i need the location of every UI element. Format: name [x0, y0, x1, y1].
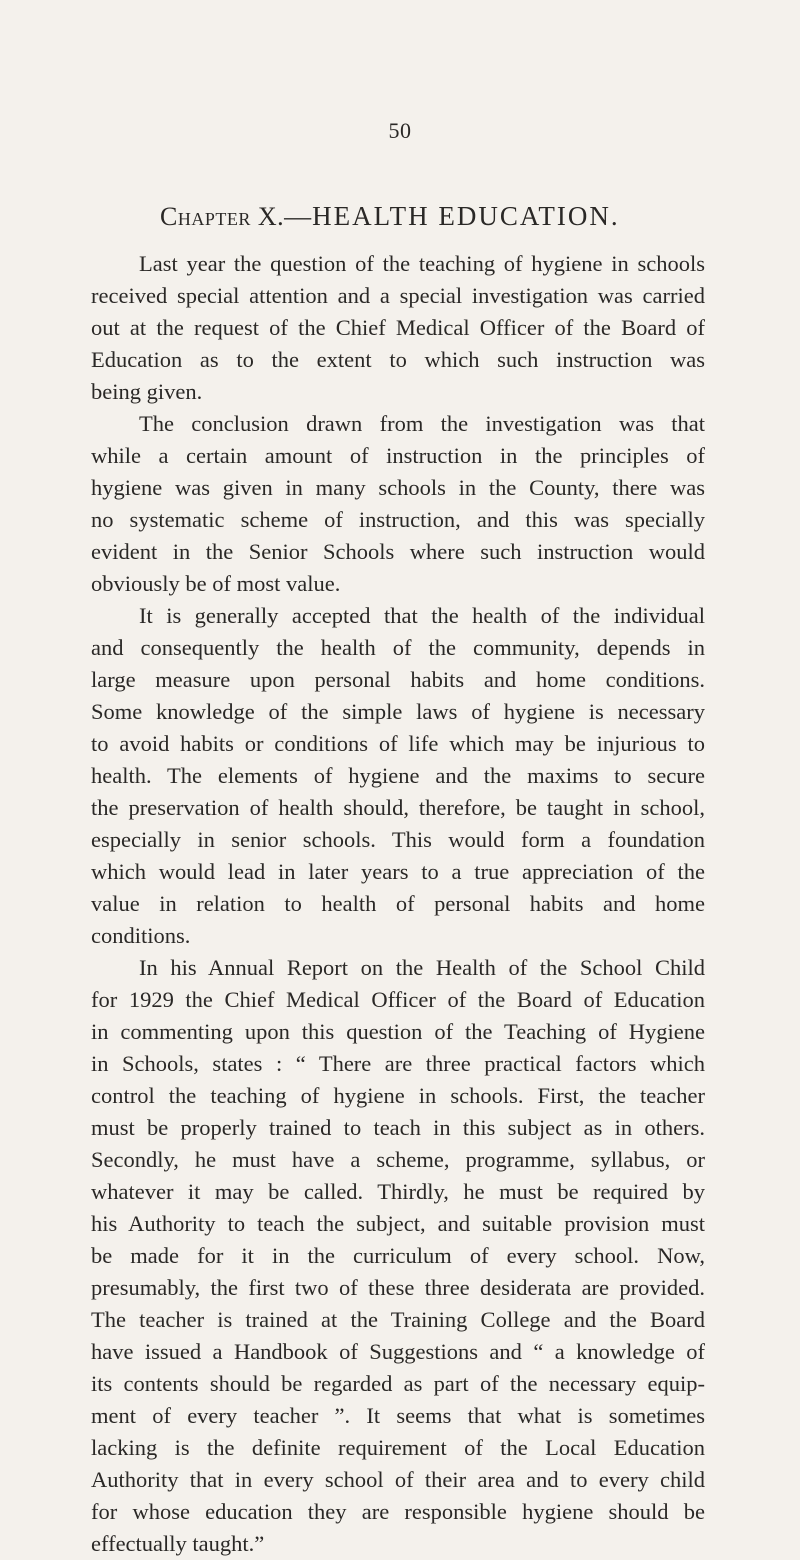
- text-line: In his Annual Report on the Health of the School Child: [139, 955, 705, 980]
- text-line: The conclusion drawn from the investigation was that: [139, 411, 705, 436]
- text-line: in commenting upon this question of the Teaching of Hygiene: [91, 1019, 705, 1044]
- text-line: It is generally accepted that the health of the individual: [139, 603, 705, 628]
- text-line: evident in the Senior Schools where such instruction would: [91, 539, 705, 564]
- body-text: [91, 248, 705, 1560]
- text-line: large measure upon personal habits and home conditions.: [91, 667, 705, 692]
- text-line: for whose education they are responsible hygiene should be: [91, 1499, 705, 1524]
- text-line: no systematic scheme of instruction, and this was specially: [91, 507, 705, 532]
- text-line: be made for it in the curriculum of every school. Now,: [91, 1243, 705, 1268]
- text-line: especially in senior schools. This would form a foundation: [91, 827, 705, 852]
- paragraph: [91, 248, 705, 408]
- text-line: must be properly trained to teach in this subject as in others.: [91, 1115, 705, 1140]
- text-line: while a certain amount of instruction in the principles of: [91, 443, 705, 468]
- text-line: lacking is the definite requirement of the Local Education: [91, 1435, 705, 1460]
- text-line: received special attention and a special investigation was carried: [91, 283, 705, 308]
- text-line: value in relation to health of personal habits and home: [91, 891, 705, 916]
- text-line: effectually taught.”: [91, 1531, 265, 1556]
- text-line: control the teaching of hygiene in schools. First, the teacher: [91, 1083, 705, 1108]
- paragraph: [91, 952, 705, 1560]
- text-line: Secondly, he must have a scheme, programme, syllabus, or: [91, 1147, 705, 1172]
- text-line: obviously be of most value.: [91, 571, 341, 596]
- text-line: out at the request of the Chief Medical Officer of the Board of: [91, 315, 705, 340]
- text-line: his Authority to teach the subject, and suitable provision must: [91, 1211, 705, 1236]
- text-line: ment of every teacher ”. It seems that what is sometimes: [91, 1403, 705, 1428]
- paragraph: [91, 408, 705, 600]
- text-line: in Schools, states : “ There are three practical factors which: [91, 1051, 705, 1076]
- text-line: have issued a Handbook of Suggestions and “ a knowledge of: [91, 1339, 705, 1364]
- text-line: hygiene was given in many schools in the County, there was: [91, 475, 705, 500]
- chapter-dash: —: [284, 201, 313, 231]
- chapter-heading: [160, 201, 700, 232]
- text-line: being given.: [91, 379, 203, 404]
- text-line: conditions.: [91, 923, 191, 948]
- text-line: Authority that in every school of their area and to every child: [91, 1467, 705, 1492]
- text-line: for 1929 the Chief Medical Officer of the Board of Education: [91, 987, 705, 1012]
- chapter-title-text: HEALTH EDUCATION.: [312, 201, 620, 231]
- text-line: Education as to the extent to which such instruction was: [91, 347, 705, 372]
- text-line: The teacher is trained at the Training College and the Board: [91, 1307, 705, 1332]
- text-line: whatever it may be called. Thirdly, he must be required by: [91, 1179, 705, 1204]
- text-line: to avoid habits or conditions of life which may be injurious to: [91, 731, 705, 756]
- text-line: its contents should be regarded as part of the necessary equip-: [91, 1371, 705, 1396]
- text-line: the preservation of health should, therefore, be taught in school,: [91, 795, 705, 820]
- text-line: presumably, the first two of these three desiderata are provided.: [91, 1275, 705, 1300]
- text-line: which would lead in later years to a true appreciation of the: [91, 859, 705, 884]
- paragraph: [91, 600, 705, 952]
- text-line: Some knowledge of the simple laws of hygiene is necessary: [91, 699, 705, 724]
- page-number: 50: [388, 118, 412, 143]
- text-line: Last year the question of the teaching of hygiene in schools: [139, 251, 705, 276]
- text-line: and consequently the health of the community, depends in: [91, 635, 705, 660]
- text-line: health. The elements of hygiene and the maxims to secure: [91, 763, 705, 788]
- chapter-label: Chapter X.: [160, 202, 285, 231]
